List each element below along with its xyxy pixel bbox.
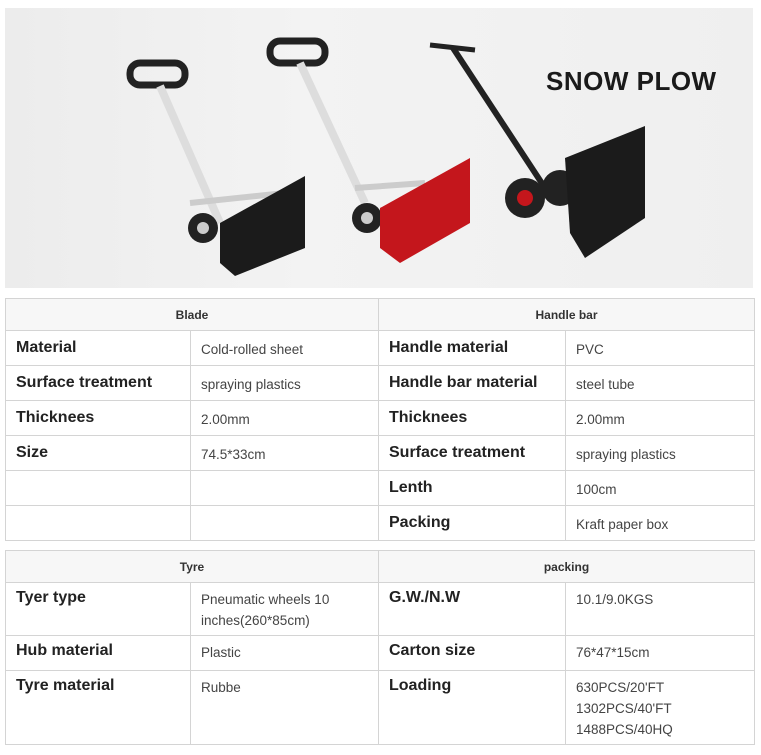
spec-key: Handle bar material <box>379 366 566 401</box>
spec-value: Kraft paper box <box>566 506 755 541</box>
spec-key: Surface treatment <box>6 366 191 401</box>
packing-header: packing <box>379 551 755 583</box>
tyre-header: Tyre <box>6 551 379 583</box>
spec-key: Handle material <box>379 331 566 366</box>
spec-value: 74.5*33cm <box>191 436 379 471</box>
tyre-packing-spec-table <box>5 550 755 745</box>
table-row <box>6 636 755 671</box>
spec-value: Pneumatic wheels 10 inches(260*85cm) <box>191 583 379 636</box>
spec-value <box>191 471 379 506</box>
blade-handle-spec-table <box>5 298 755 541</box>
spec-key: Loading <box>379 671 566 745</box>
table-row <box>6 471 755 506</box>
spec-value: spraying plastics <box>191 366 379 401</box>
spec-key <box>6 471 191 506</box>
spec-key: Surface treatment <box>379 436 566 471</box>
table-row <box>6 671 755 745</box>
loading-line: 1302PCS/40'FT <box>576 701 672 716</box>
loading-line: 1488PCS/40HQ <box>576 722 673 737</box>
spec-key: Size <box>6 436 191 471</box>
spec-value: 100cm <box>566 471 755 506</box>
spec-key: Thicknees <box>379 401 566 436</box>
table-header-row <box>6 551 755 583</box>
spec-value: 2.00mm <box>566 401 755 436</box>
snow-plow-illustration <box>5 8 753 288</box>
spec-value: Cold-rolled sheet <box>191 331 379 366</box>
table-row <box>6 506 755 541</box>
spec-value: 76*47*15cm <box>566 636 755 671</box>
spec-value: Plastic <box>191 636 379 671</box>
spec-key: G.W./N.W <box>379 583 566 636</box>
spec-key: Tyer type <box>6 583 191 636</box>
spec-value: 10.1/9.0KGS <box>566 583 755 636</box>
banner-title: SNOW PLOW <box>546 66 717 96</box>
product-banner <box>5 8 753 288</box>
spec-key: Material <box>6 331 191 366</box>
spec-value <box>191 506 379 541</box>
spec-value: steel tube <box>566 366 755 401</box>
spec-key: Thicknees <box>6 401 191 436</box>
table-row <box>6 583 755 636</box>
spec-key: Carton size <box>379 636 566 671</box>
spec-key: Tyre material <box>6 671 191 745</box>
spec-value: 2.00mm <box>191 401 379 436</box>
spec-key: Lenth <box>379 471 566 506</box>
spec-value: spraying plastics <box>566 436 755 471</box>
table-row <box>6 331 755 366</box>
white-plow-image <box>130 63 305 276</box>
spec-value: Rubbe <box>191 671 379 745</box>
table-row <box>6 366 755 401</box>
loading-values <box>566 671 755 745</box>
table-row <box>6 401 755 436</box>
table-header-row <box>6 299 755 331</box>
spec-key <box>6 506 191 541</box>
spec-value: PVC <box>566 331 755 366</box>
spec-key: Packing <box>379 506 566 541</box>
loading-line: 630PCS/20'FT <box>576 680 665 695</box>
handle-bar-header: Handle bar <box>379 299 755 331</box>
spec-key: Hub material <box>6 636 191 671</box>
blade-header: Blade <box>6 299 379 331</box>
table-row <box>6 436 755 471</box>
